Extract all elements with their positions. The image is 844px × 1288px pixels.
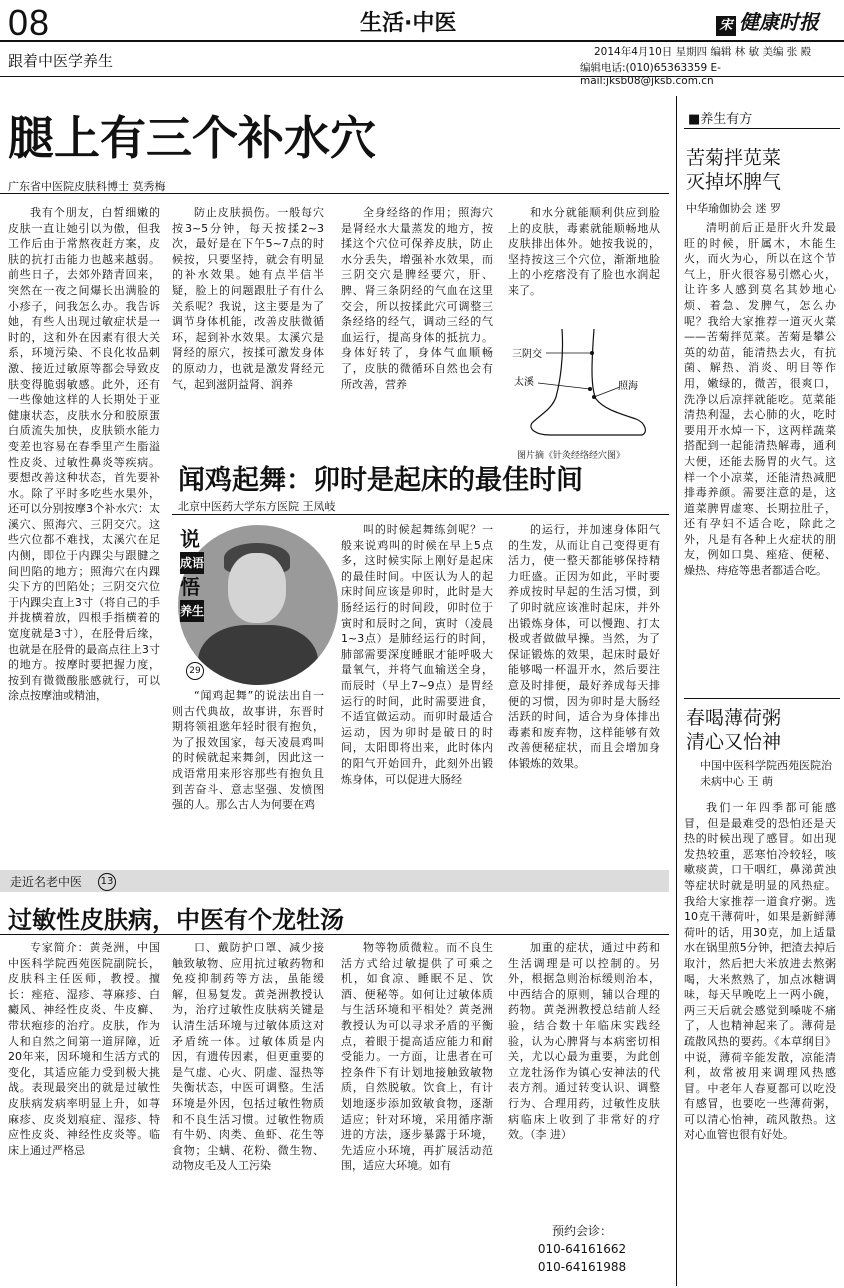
column-tag-chengyu: 成语 bbox=[180, 552, 204, 574]
sidebar-divider bbox=[676, 96, 677, 1286]
label-taixi: 太溪 bbox=[514, 377, 534, 388]
article2-column-1: “闻鸡起舞”的说法出自一则古代典故，故事讲，东晋时期将领祖逖年轻时很有抱负，为了报效国家，每天凌晨鸡叫的时候就起来舞剑，因此这一成语常用来形容那些有抱负且到苦奋斗、意志坚强、发愤图强的人。那么古人为何要在鸡 bbox=[172, 689, 324, 812]
taixi-point bbox=[588, 387, 592, 391]
sidebar-item2-body: 我们一年四季都可能感冒，但是最难受的恐怕还是天热的时候出现了感冒。如出现发热较重，恶寒怕冷较轻，咳嗽痰黄，口干咽红，鼻涕黄浊等症状时就是明显的风热症。我给大家推荐一道食疗粥。选10克干薄荷叶，如果是新鲜薄荷叶的话，用30克，加上适量水在锅里煎5分钟，把渣去掉后取汁，然后把大米放进去熬粥喝，大米熬熟了，加点冰糖调味，每天早晚吃上一两小碗，两三天后就会感觉到嗓咙不痛了，人也精神起来了。薄荷是疏散风热的要药。《本草纲目》中说，薄荷辛能发散，凉能清利，故常被用来调理风热感冒。中老年人春夏都可以吃没有感冒，也要吃一些薄荷粥，可以清心怡神，疏风散热。这对心血管也很有好处。 bbox=[684, 801, 836, 1142]
column-number-badge: 29 bbox=[186, 662, 204, 680]
sidebar-item2-byline: 中国中医科学院西苑医院治未病中心 王 萌 bbox=[700, 759, 832, 788]
figure-caption: 图片摘《针灸经络经穴图》 bbox=[517, 451, 626, 461]
booking-info bbox=[512, 1222, 652, 1276]
masthead-title: 健康时报 bbox=[739, 10, 819, 34]
column-tag-shuo: 说 bbox=[180, 527, 200, 551]
contact-line: 编辑电话:(010)65363359 E-mail:jksb08@jksb.com.cn bbox=[580, 62, 721, 87]
article2-column-3: 的运行，并加速身体阳气的生发，从而让自己变得更有活力，使一整天都能够保持精力旺盛。正因为如此，平时要养成按时早起的生活习惯，到了卯时就应该准时起床，并外出锻炼身体，可以慢跑、打太极或者做做早操。当然，为了保证锻炼的效果，起床时最好能够喝一杯温开水，然后要注意及时排便，最好养成每天排便的习惯，因为卯时是大肠经活跃的时间，适合为身体排出毒素和废弃物，这样能够有效改善便秘症状，而且会增加身体锻炼的效果。 bbox=[508, 523, 660, 770]
article2-column-2: 叫的时候起舞练剑呢？一般来说鸡叫的时候在早上5点多，这时候实际上刚好是起床的最佳时间。中医认为人的起床时间应该是卯时，此时是大肠经运行的时间段，卯时位于寅时和辰时之间，寅时（凌晨1~3点）是肺经运行的时间，肺部需要深度睡眠才能呼吸大量氧气，并将气血输送全身，而辰时（早上7~9点）是胃经运行的时间，此时需要进食，不适宜做运动。而卯时最适合运动，因为卯时是破日的时间，太阳即将出来，此时体内的阳气开始回升，此刻外出锻炼身体，可以促进大肠经 bbox=[341, 523, 493, 786]
zhaohai-line bbox=[594, 387, 620, 397]
label-sanyinjiao: 三阴交 bbox=[512, 349, 542, 360]
page-number: 08 bbox=[8, 2, 51, 43]
date-editor-line: 2014年4月10日 星期四 编辑 林 敏 美编 张 殿 bbox=[594, 46, 812, 58]
sidebar-item2-title bbox=[686, 706, 781, 754]
article3-column-3: 物等物质微粒。而不良生活方式给过敏提供了可乘之机，如食凉、睡眠不足、饮酒、便秘等。如何让过敏体质与生活环境和平相处？黄尧洲教授认为可以寻求矛盾的平衡点，着眼于提高适应能力和耐受能力。一方面，让患者在可控条件下有计划地接触致敏物质，自然脱敏。饮食上，有计划地逐步添加致敏食物，逐渐适应；针对环境，采用循序渐进的方法，逐步暴露于环境，先适应小环境，再扩展活动范围，适应大环境。如有 bbox=[341, 941, 493, 1173]
sidebar-label: ■养生有方 bbox=[688, 112, 753, 127]
article1-column-2: 防止皮肤损伤。一般每穴按3~5分钟，每天按揉2~3次，最好是在下午5~7点的时候按，只要坚持，就会有明显的补水效果。她有点半信半疑，脸上的问题跟肚子有什么关系呢？我说，这主要是为了调节身体机能，改善皮肤微循环，起到补水效果。太溪穴是肾经的原穴，按揉可激发身体的原动力，也就是激发肾经元气，起到滋阴益肾、润养 bbox=[172, 206, 324, 391]
article3-title: 过敏性皮肤病，中医有个龙牡汤 bbox=[8, 905, 344, 934]
article3-column-2: 口、戴防护口罩、减少接触致敏物、应用抗过敏药物和免疫抑制药等方法，虽能缓解，但易复发。黄尧洲教授认为，治疗过敏性皮肤病关键是认清生活环境与过敏体质这对矛盾统一体。过敏体质是内因，有遗传因素，但更重要的是气虚、心火、阴虚、湿热等失衡状态，中医可调整。生活环境是外因，包括过敏性物质和不良生活习惯。过敏性物质有牛奶、肉类、鱼虾、花生等食物；尘螨、花粉、微生物、动物皮毛及人工污染 bbox=[172, 941, 324, 1173]
article1-rule bbox=[0, 193, 669, 194]
sidebar-item1-title bbox=[686, 146, 781, 194]
booking-label: 预约会诊： bbox=[551, 1224, 612, 1238]
column-tag bbox=[180, 528, 204, 624]
article2-byline: 北京中医药大学东方医院 王凤岐 bbox=[178, 500, 336, 513]
sidebar-mid-rule bbox=[684, 698, 840, 699]
taixi-line bbox=[538, 383, 590, 389]
subheader-rule bbox=[0, 76, 844, 77]
header-rule bbox=[0, 40, 844, 42]
column-tag-wu: 悟 bbox=[180, 575, 200, 599]
article1-column-3: 全身经络的作用；照海穴是肾经水大量蒸发的地方，按揉这个穴位可保养皮肤，防止水分丢失，增强补水效果，而三阴交穴是脾经要穴，肝、脾、肾三条阴经的气血在这里交会，所以按揉此穴可调整三条经络的经气，调动三经的气血运行，提高身体的抵抗力。身体好转了，身体气血顺畅了，皮肤的微循环自然也会有所改善，营养 bbox=[341, 206, 493, 391]
sidebar-item1-body: 清明前后正是肝火升发最旺的时候，肝属木，木能生火，而火为心，所以在这个节气上，肝火很容易引燃心火，让许多人感到莫名其妙地心烦、着急、发脾气，怎么办呢？我给大家推荐一道灭火菜——苦菊拌苋菜。苦菊是攀公英的幼苗，能清热去火，有抗菌、解热、消炎、明目等作用，嫩绿的，微苦，很爽口，洗净以后凉拌就能吃。苋菜能清热利湿，去心肺的火，吃时要用开水焯一下，这两样蔬菜搭配到一起能清热解毒，通利大便，还能去肠胃的火气。这样一个小凉菜，还能清热减肥排毒养颜。需要注意的是，这道菜脾胃虚寒、长期拉肚子，还有孕妇不适合吃，除此之外，凡是有各种上火症状的朋友，例如口臭、痤疮、便秘、燥热、痔疮等患者都适合吃。 bbox=[684, 221, 836, 578]
section-title: 生活·中医 bbox=[360, 11, 457, 36]
foot-acupoint-figure bbox=[510, 327, 650, 447]
masthead bbox=[716, 6, 819, 36]
column-tag-yangsheng: 养生 bbox=[180, 600, 204, 622]
sidebar-item2-title-line1: 春喝薄荷粥 bbox=[686, 707, 782, 729]
sidebar-item1-byline: 中华瑜伽协会 迷 罗 bbox=[686, 202, 781, 215]
article1-column-1: 我有个朋友，白皙细嫩的皮肤一直让她引以为傲，但我工作后由于常熬夜赶方案，皮肤的抗打击能力也越来越弱。前些日子，去郊外踏青回来，突然在一夜之间爆长出满脸的小疹子，问我怎么办。我告诉她，有些人出现过敏症状是一时的，这和外在因素有很大关系，环境污染、不良化妆品刺激、接近过敏原等都会导致皮肤变得脆弱敏感。此外，还有一些像她这样的人长期处于亚健康状态，皮肤水分和胶原蛋白质流失加快，皮肤锁水能力变差也容易在春季里产生脂溢性皮炎、过敏性鼻炎等疾病。要想改善这种状态，首先要补水。除了平时多吃些水果外，还可以分别按摩3个补水穴：太溪穴、照海穴、三阴交穴。这些穴位都不难找，太溪穴在足内侧，即位于内踝尖与跟腱之间凹陷的地方；照海穴在内踝尖下方的凹陷处；三阴交穴位于内踝尖直上3寸（将自己的手并拢横着放，四根手指横着的宽度就是3寸），在胫骨后缘，也就是在胫骨的最高点往上3寸的地方。按摩时要把握力度，按到有微微酸胀感就行，可以涂点按摩油或精油， bbox=[8, 206, 160, 703]
article1-column-4: 和水分就能顺利供应到脸上的皮肤，毒素就能顺畅地从皮肤排出体外。她按我说的，坚持按这三个穴位，渐渐地脸上的小疙瘩没有了脸也水润起来了。 bbox=[508, 206, 660, 297]
sidebar-item1-title-line2: 灭掉坏脾气 bbox=[686, 171, 782, 193]
sanyinjiao-point bbox=[590, 351, 594, 355]
masthead-logo-icon: 宋 bbox=[716, 16, 736, 36]
sidebar-item2-title-line2: 清心又怡神 bbox=[686, 731, 782, 753]
sidebar-rule bbox=[684, 128, 840, 129]
article1-byline: 广东省中医院皮肤科博士 莫秀梅 bbox=[8, 180, 166, 193]
article2-title: 闻鸡起舞：卯时是起床的最佳时间 bbox=[178, 465, 583, 496]
article3-column-1: 专家简介：黄尧洲，中国中医科学院西苑医院副院长，皮肤科主任医师，教授。擅长：痤疮、湿疹、荨麻疹、白癜风、神经性皮炎、牛皮癣、带状疱疹的治疗。皮肤，作为人和自然之间第一道屏障，近20年来，因环境和生活方式的变化，其适应能力受到极大挑战。表现最突出的就是过敏性皮肤病发病率明显上升，如荨麻疹、皮炎划痕症、湿疹、特应性皮炎、神经性皮炎等。临床上通过严格忌 bbox=[8, 941, 160, 1157]
sidebar-item1-title-line1: 苦菊拌苋菜 bbox=[686, 147, 782, 169]
section-subtitle: 跟着中医学养生 bbox=[8, 52, 114, 70]
article1-title: 腿上有三个补水穴 bbox=[8, 111, 376, 165]
zhaohai-point bbox=[592, 395, 596, 399]
booking-phone-1: 010-64161662 bbox=[537, 1242, 627, 1256]
booking-phone-2: 010-64161988 bbox=[537, 1260, 627, 1274]
series-number-badge: 13 bbox=[98, 873, 116, 891]
article3-column-4: 加重的症状，通过中药和生活调理是可以控制的。另外，根据急则治标缓则治本，中西结合的原则，辅以合理的药物。黄尧洲教授总结前人经验，结合数十年临床实践经验，认为心脾肾与本病密切相关，尤以心最为重要，为此创立龙牡汤作为镇心安神法的代表方剂。通过转变认识、调整行为、合理用药，过敏性皮肤病临床上收到了非常好的疗效。（李 进） bbox=[508, 941, 660, 1142]
label-zhaohai: 照海 bbox=[618, 381, 638, 392]
series-banner-label: 走近名老中医 bbox=[10, 875, 83, 889]
article2-rule bbox=[172, 514, 669, 515]
article3-rule bbox=[0, 934, 669, 935]
